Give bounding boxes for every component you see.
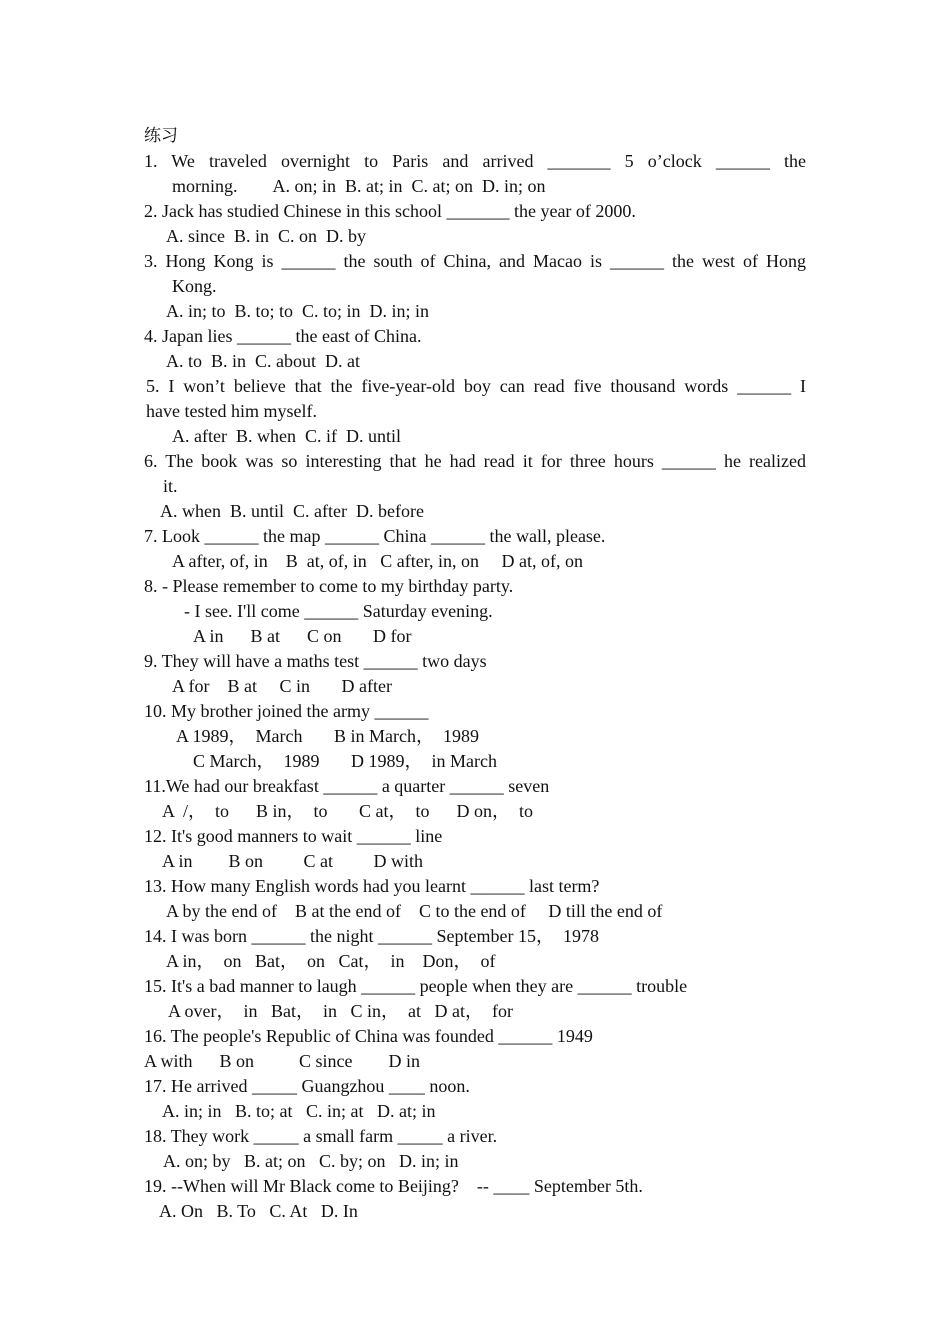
q11-question: 11.We had our breakfast ______ a quarter ______ seven — [144, 776, 550, 796]
q5-options: A. after B. when C. if D. until — [172, 426, 401, 446]
q8-line-2: - I see. I'll come ______ Saturday evening. — [184, 601, 493, 621]
q13-question: 13. How many English words had you learnt ______ last term? — [144, 876, 600, 896]
q14-options: A in， on Bat， on Cat， in Don， of — [166, 951, 496, 971]
q15-question: 15. It's a bad manner to laugh ______ people when they are ______ trouble — [144, 976, 688, 996]
q9-question: 9. They will have a maths test ______ two days — [144, 651, 487, 671]
q16-options: A with B on C since D in — [144, 1051, 421, 1071]
q5-line-1: 5. I won’t believe that the five-year-old boy can read five thousand words ______ I — [146, 376, 806, 396]
q5-line-2: have tested him myself. — [146, 401, 317, 421]
q2-question: 2. Jack has studied Chinese in this school _______ the year of 2000. — [144, 201, 636, 221]
q9-options: A for B at C in D after — [172, 676, 392, 696]
q18-options: A. on; by B. at; on C. by; on D. in; in — [163, 1151, 459, 1171]
q14-question: 14. I was born ______ the night ______ September 15， 1978 — [144, 926, 599, 946]
q3-line-2: Kong. — [172, 276, 217, 296]
q7-options: A after, of, in B at, of, in C after, in, on D at, of, on — [172, 551, 583, 571]
q19-question: 19. --When will Mr Black come to Beijing? -- ____ September 5th. — [144, 1176, 643, 1196]
q12-question: 12. It's good manners to wait ______ line — [144, 826, 443, 846]
q10-question: 10. My brother joined the army ______ — [144, 701, 429, 721]
q16-question: 16. The people's Republic of China was founded ______ 1949 — [144, 1026, 593, 1046]
q1-line-1: 1. We traveled overnight to Paris and arrived _______ 5 o’clock ______ the — [144, 151, 806, 171]
q1-line-2: morning. A. on; in B. at; in C. at; on D. in; on — [172, 176, 546, 196]
q6-line-2: it. — [163, 476, 178, 496]
q15-options: A over， in Bat， in C in， at D at， for — [168, 1001, 513, 1021]
q4-options: A. to B. in C. about D. at — [166, 351, 360, 371]
q10-options-2: C March， 1989 D 1989， in March — [193, 751, 497, 771]
q10-options-1: A 1989， March B in March， 1989 — [176, 726, 479, 746]
q3-line-1: 3. Hong Kong is ______ the south of China, and Macao is ______ the west of Hong — [144, 251, 806, 271]
q2-options: A. since B. in C. on D. by — [166, 226, 366, 246]
q7-question: 7. Look ______ the map ______ China ______ the wall, please. — [144, 526, 606, 546]
q6-options: A. when B. until C. after D. before — [160, 501, 424, 521]
q19-options: A. On B. To C. At D. In — [159, 1201, 358, 1221]
q6-line-1: 6. The book was so interesting that he had read it for three hours ______ he realized — [144, 451, 806, 471]
q17-question: 17. He arrived _____ Guangzhou ____ noon. — [144, 1076, 470, 1096]
worksheet-title: 练习 — [144, 126, 178, 146]
q11-options: A /， to B in， to C at， to D on， to — [162, 801, 534, 821]
q3-options: A. in; to B. to; to C. to; in D. in; in — [166, 301, 430, 321]
q18-question: 18. They work _____ a small farm _____ a river. — [144, 1126, 498, 1146]
q12-options: A in B on C at D with — [162, 851, 424, 871]
q13-options: A by the end of B at the end of C to the end of D till the end of — [166, 901, 663, 921]
q17-options: A. in; in B. to; at C. in; at D. at; in — [162, 1101, 436, 1121]
q8-options: A in B at C on D for — [193, 626, 412, 646]
q4-question: 4. Japan lies ______ the east of China. — [144, 326, 422, 346]
q8-line-1: 8. - Please remember to come to my birthday party. — [144, 576, 514, 596]
